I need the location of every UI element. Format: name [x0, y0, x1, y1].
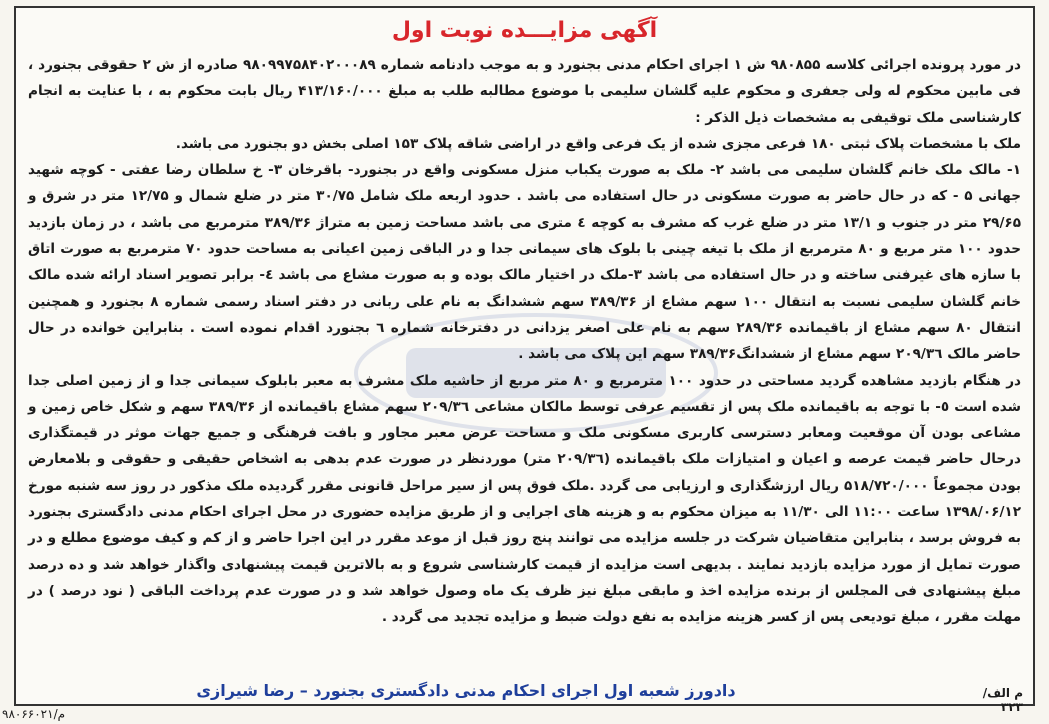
notice-code-value: ۳۲۳ — [1001, 700, 1023, 714]
notice-paragraph-terms: در هنگام بازدید مشاهده گردید مساحتی در حدود ۱۰۰ مترمربع و ۸۰ متر مربع از حاشیه ملک مشرف به معبر بابلوک سیمانی جدا و از زمین اصلی جدا شده است ٥- با توجه به باقیمانده ملک پس از تقسیم عرفی توسط مالکان مشاعی ۲۰۹/۳٦ سهم مشاع باقیمانده از ۳۸۹/۳۶ سهم و شکل خاص زمین و مشاعی بودن آن موقعیت ومعابر دسترسی کاربری مسکونی ملک و مساحت عرض معبر مجاور و بافت فرهنگی و جمیع جهات موثر در قیمتگذاری درحال حاضر قیمت عرصه و اعیان و امتیازات ملک باقیمانده (۲۰۹/۳٦ متر) موردنظر در صورت عدم بدهی به اشخاص حقیقی و حقوقی و بلامعارض بودن مجموعاً ۵۱۸/۷۲۰/۰۰۰ ریال ارزشگذاری و ارزیابی می گردد .ملک فوق پس از سیر مراحل قانونی مقرر گردیده ملک مذکور در روز سه شنبه مورخ ۱۳۹۸/۰۶/۱۲ ساعت ۱۱:۰۰ الی ۱۱/۳۰ به میزان محکوم به و هزینه های اجرایی و از طریق مزایده حضوری در محل اجرای احکام مدنی دادگستری بجنورد به فروش برسد ، بنابراین متقاضیان شرکت در جلسه مزایده می توانند پنج روز قبل از موعد مقرر در این اجرا حاضر و از کم و کیف موضوع مطلع و در صورت تمایل از مورد مزایده بازدید نمایند . بدیهی است مزایده از قیمت کارشناسی شروع و به بالاترین قیمت پیشنهادی واگذار خواهد شد و ده درصد مبلغ پیشنهادی فی المجلس از برنده مزایده اخذ و مابقی مبلغ نیز ظرف یک ماه وصول خواهد شد و در صورت عدم پرداخت الباقی ( نود درصد ) در مهلت مقرر ، مبلغ تودیعی پس از کسر هزینه مزایده به نفع دولت ضبط و مزایده تجدید می گردد . — [28, 372, 1022, 626]
notice-title: آگهی مزایـــده نوبت اول — [391, 18, 658, 43]
reference-number: ۹۸۰۶۶۰۲۱/م — [2, 707, 66, 721]
auction-notice — [14, 6, 1035, 714]
notice-code — [983, 686, 1023, 714]
notice-body — [28, 52, 1021, 631]
notice-code-label: م الف/ — [982, 686, 1023, 700]
notice-paragraph-property: ملک با مشخصات پلاک ثبتی ۱۸۰ فرعی مجزی شده از یک فرعی واقع در اراضی شاقه پلاک ۱۵۳ اصلی بخش دو بجنورد می باشد. — [175, 135, 1021, 152]
notice-paragraph-intro: در مورد پرونده اجرائی کلاسه ۹۸۰۸۵۵ ش ۱ اجرای احکام مدنی بجنورد و به موجب دادنامه شماره ۹۸۰۹۹۷۵۸۴۰۲۰۰۰۸۹ صادره از ش ۲ حقوقی بجنورد ، فی مابین محکوم له ولی جعفری و محکوم علیه گلشان سلیمی با موضوع مطالبه طلب به مبلغ ۴۱۳/۱۶۰/۰۰۰ ریال بابت محکوم به ، با عنایت به انجام کارشناسی ملک توقیفی به مشخصات ذیل الذکر : — [28, 57, 1022, 126]
notice-signature: دادورز شعبه اول اجرای احکام مدنی دادگستری بجنورد – رضا شیرازی — [196, 681, 736, 700]
notice-paragraph-details: ۱- مالک ملک خانم گلشان سلیمی می باشد ۲- ملک به صورت یکباب منزل مسکونی واقع در بجنورد- باقرخان ۳- خ سلطان رضا عفتی - کوچه شهید جهانی ۵ - که در حال حاضر به صورت مسکونی در حال استفاده می باشد . حدود اربعه ملک شامل ۳۰/۷۵ متر در ضلع شمال و ۱۲/۷۵ متر در شرق و ۲۹/۶۵ متر در جنوب و ۱۳/۱ متر در ضلع غرب که مشرف به کوچه ٤ متری می باشد مساحت زمین به متراژ ۳۸۹/۳۶ مترمربع می باشد ، در زمان بازدید حدود ۱۰۰ متر مربع و ۸۰ مترمربع از ملک با تیغه چینی با بلوک های سیمانی جدا و در الباقی زمین اعیانی به مساحت حدود ۷۰ مترمربع به صورت اتاق با سازه های غیرفنی ساخته و در حال استفاده می باشد ۳-ملک در اختیار مالک بوده و به صورت مشاع می باشد ٤- برابر تصویر اسناد ارائه شده مالک خانم گلشان سلیمی نسبت به انتقال ۱۰۰ سهم مشاع از ۳۸۹/۳۶ سهم ششدانگ به نام علی ربانی در دفتر اسناد رسمی شماره ۸ بجنورد و همچنین انتقال ۸۰ سهم مشاع از باقیمانده ۲۸۹/۳۶ سهم به نام علی اصغر یزدانی در دفترخانه شماره ٦ بجنورد اقدام نموده است . بنابراین خوانده در حال حاضر مالک ۲۰۹/۳٦ سهم مشاع از ششدانگ۳۸۹/۳۶ سهم این پلاک می باشد . — [28, 162, 1022, 363]
